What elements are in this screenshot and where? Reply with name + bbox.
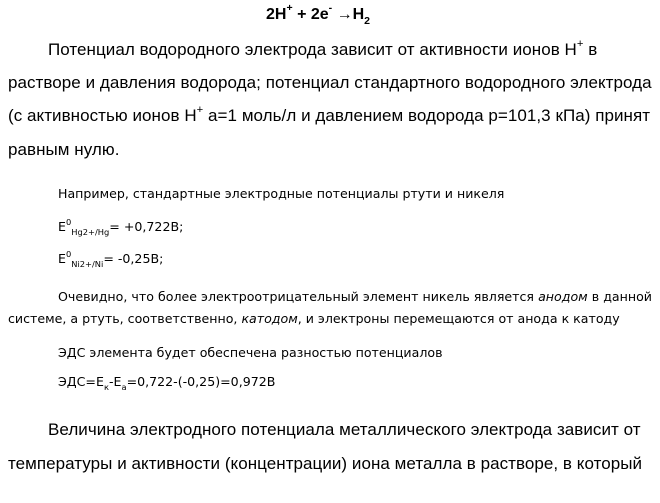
equation-lhs: 2H [266, 6, 287, 23]
equation-product-subscript: 2 [364, 15, 371, 28]
cathode-term: катодом [241, 311, 298, 326]
para1-line-1: Потенциал водородного электрода зависит от активности ионов H+ в [48, 37, 598, 59]
equation-lhs-charge: + [286, 2, 293, 15]
potential-ni: $E^0_{Ni2+/Ni}= -0,25B$; [58, 248, 164, 270]
emf-intro: ЭДС элемента будет обеспечена разностью потенциалов [58, 345, 443, 360]
para1-line-3: (с активностью ионов H+ a=1 моль/л и давлением водорода p=101,3 кПа) принят [8, 103, 651, 125]
anode-term: анодом [538, 289, 588, 304]
emf-formula: $ЭДС=E_к-E_а=0,722-(-0,25)=0,972B$ [58, 374, 276, 393]
equation-electrons: + 2e [292, 6, 329, 23]
equation-electron-charge: - [328, 2, 333, 15]
equation-product: →H [332, 6, 365, 23]
para2-line-1: Величина электродного потенциала металлического электрода зависит от [48, 420, 641, 439]
para1-line-4: равным нулю. [8, 140, 120, 159]
para2-line-2: температуры и активности (концентрации) иона металла в растворе, в который [8, 454, 643, 473]
conclusion-line-1: Очевидно, что более электроотрицательный элемент никель является анодом в данной [58, 289, 652, 304]
potential-hg: $E^0_{Hg2+/Hg}= +0,722B$; [58, 216, 184, 238]
reaction-equation [266, 2, 371, 28]
conclusion-line-2: системе, а ртуть, соответственно, катодом, и электроны перемещаются от анода к катоду [8, 311, 620, 326]
para1-line-2: растворе и давления водорода; потенциал стандартного водородного электрода [8, 73, 652, 92]
example-intro: Например, стандартные электродные потенциалы ртути и никеля [58, 186, 505, 201]
